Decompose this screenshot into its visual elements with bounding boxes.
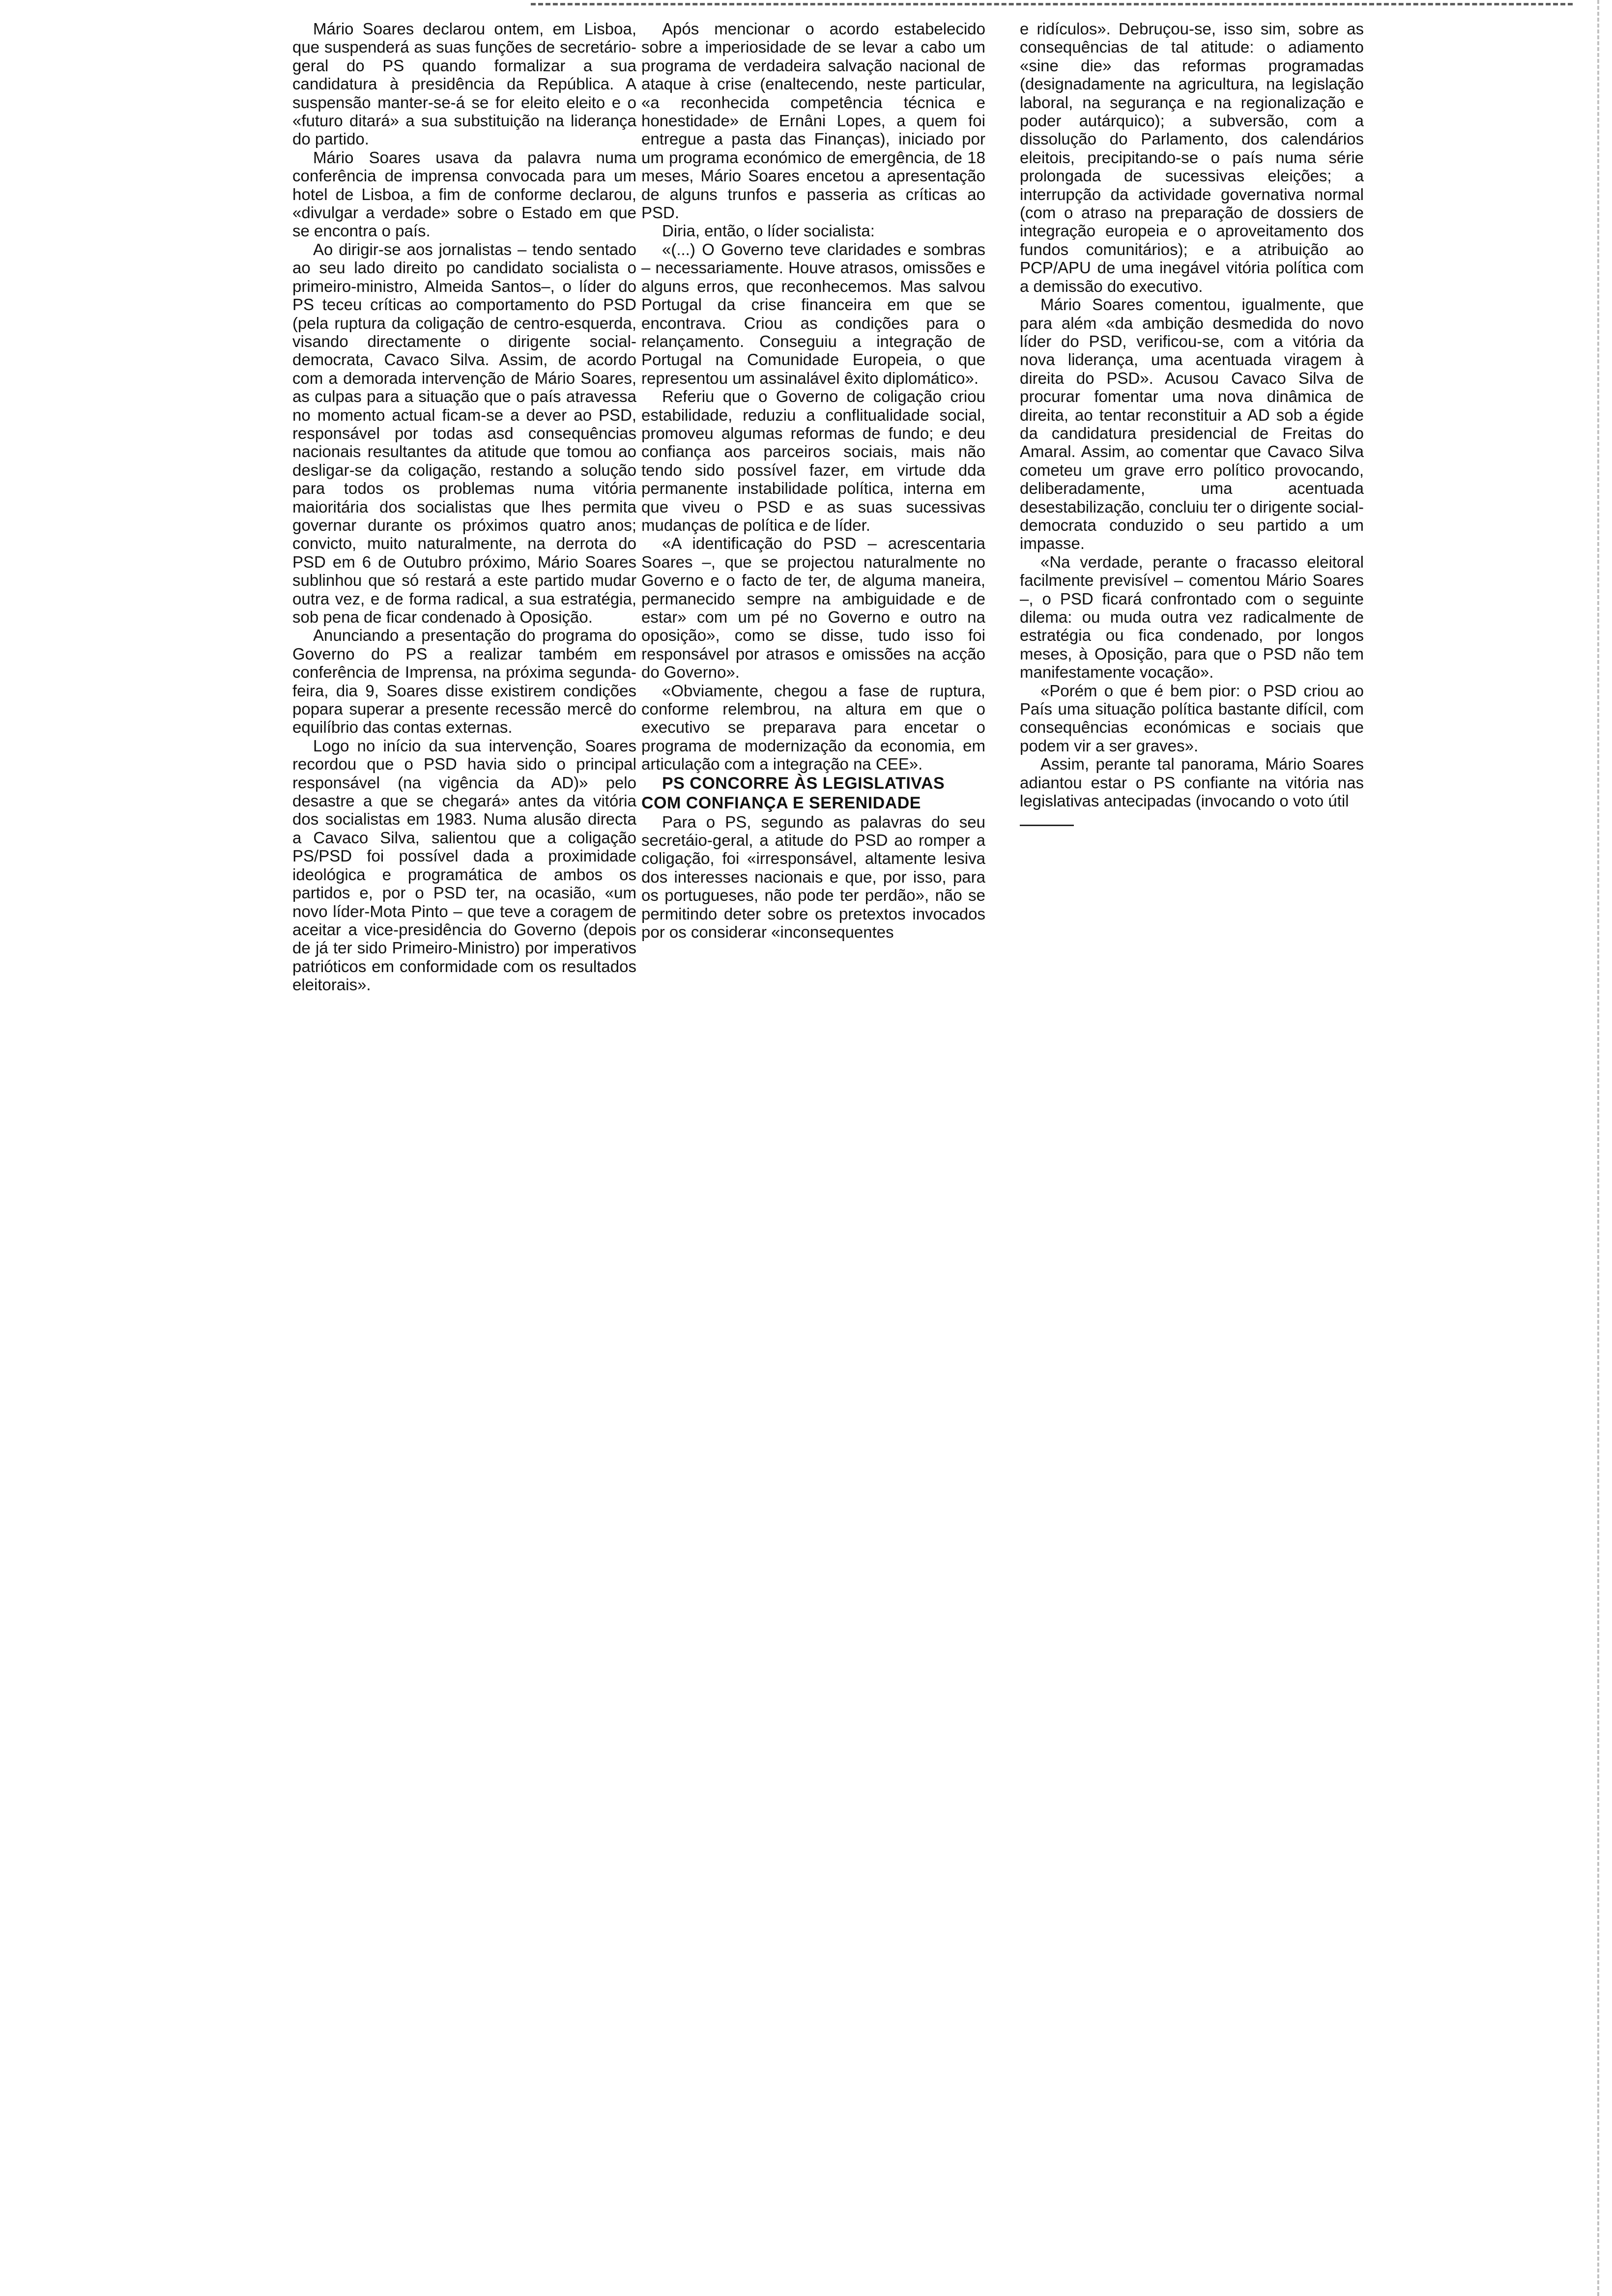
paragraph: Logo no início da sua intervenção, Soares recordou que o PSD havia sido o principal responsável (na vigência da AD)» pelo desastre a que se chegará» antes da vitória dos socialistas em 1983. Numa alusão directa a Cavaco Silva, salientou que a coligação PS/PSD foi possível dada a proximidade ideológica e programática de ambos os partidos e, por o PSD ter, na ocasião, «um novo líder-Mota Pinto – que teve a coragem de aceitar a vice-presidência do Governo (depois de já ter sido Primeiro-Ministro) por imperativos patrióticos em conformidade com os resultados eleitorais». (292, 736, 636, 994)
paragraph: Mário Soares comentou, igualmente, que para além «da ambição desmedida do novo líder do PSD, verificou-se, com a vitória da nova liderança, uma acentuada viragem à direita do PSD». Acusou Cavaco Silva de procurar fomentar uma nova dinâmica de direita, ao tentar reconstituir a AD sob a égide da candidatura presidencial de Freitas do Amaral. Assim, ao comentar que Cavaco Silva cometeu um grave erro político provocando, deliberadamente, uma acentuada desestabilização, concluiu ter o dirigente social-democrata conduzido o seu partido a um impasse. (1020, 295, 1364, 553)
paragraph: «Obviamente, chegou a fase de ruptura, conforme relembrou, na altura em que o executivo se preparava para encetar o programa de modernização da economia, em articulação com a integração na CEE». (641, 681, 985, 774)
paragraph: Para o PS, segundo as palavras do seu secretáio-geral, a atitude do PSD ao romper a coligação, foi «irresponsável, altamente lesiva dos interesses nacionais e que, por isso, para os portugueses, não pode ter perdão», não se permitindo deter sobre os pretextos invocados por os considerar «inconsequentes (641, 812, 985, 942)
paragraph: Ao dirigir-se aos jornalistas – tendo sentado ao seu lado direito po candidato socialista o primeiro-ministro, Almeida Santos–, o líder do PS teceu críticas ao comportamento do PSD (pela ruptura da coligação de centro-esquerda, visando directamente o dirigente social-democrata, Cavaco Silva. Assim, de acordo com a demorada intervenção de Mário Soares, as culpas para a situação que o país atravessa no momento actual ficam-se a dever ao PSD, responsável por todas asd consequências nacionais resultantes da atitude que tomou ao desligar-se da coligação, restando a solução para todos os problemas numa vitória maioritária dos socialistas que lhes permita governar durante os próximos quatro anos; convicto, muito naturalmente, na derrota do PSD em 6 de Outubro próximo, Mário Soares sublinhou que só restará a este partido mudar outra vez, e de forma radical, a sua estratégia, sob pena de ficar condenado à Oposição. (292, 240, 636, 626)
continuation-rule (1020, 825, 1074, 826)
paragraph: Referiu que o Governo de coligação criou estabilidade, reduziu a conflitualidade social, promoveu algumas reformas de fundo; e deu confiança aos parceiros sociais, mais não tendo sido possível fazer, em virtude dda permanente instabilidade política, interna em que viveu o PSD e as suas sucessivas mudanças de política e de líder. (641, 387, 985, 534)
article-column-2 (641, 20, 985, 942)
paragraph: e ridículos». Debruçou-se, isso sim, sobre as consequências de tal atitude: o adiamento «sine die» das reformas programadas (designadamente na agricultura, na legislação laboral, na segurança e na regionalização e poder autárquico); a subversão, com a dissolução do Parlamento, dos calendários eleitois, precipitando-se o país numa série prolongada de sucessivas eleições; a interrupção da actividade governativa normal (com o atraso na preparação de dossiers de integração europeia e o aproveitamento dos fundos comunitários); e a atribuição ao PCP/APU de uma inegável vitória política com a demissão do executivo. (1020, 20, 1364, 295)
article-column-1 (292, 20, 636, 994)
paragraph: «Porém o que é bem pior: o PSD criou ao País uma situação política bastante difícil, com consequências económicas e sociais que podem vir a ser graves». (1020, 681, 1364, 755)
top-border-rule (531, 3, 1573, 5)
article-column-3 (1020, 20, 1364, 826)
paragraph: Após mencionar o acordo estabelecido sobre a imperiosidade de se levar a cabo um programa de verdadeira salvação nacional de ataque à crise (enaltecendo, neste particular, «a reconhecida competência técnica e honestidade» de Ernâni Lopes, a quem foi entregue a pasta das Finanças), iniciado por um programa económico de emergência, de 18 meses, Mário Soares encetou a apresentação de alguns trunfos e passeria as críticas ao PSD. (641, 20, 985, 222)
right-edge-marks (1597, 0, 1599, 2296)
paragraph: Anunciando a presentação do programa do Governo do PS a realizar também em conferência de Imprensa, na próxima segunda-feira, dia 9, Soares disse existirem condições popara superar a presente recessão mercê do equilíbrio das contas externas. (292, 626, 636, 737)
paragraph: «(...) O Governo teve claridades e sombras – necessariamente. Houve atrasos, omissões e alguns erros, que reconhecemos. Mas salvou Portugal da crise financeira em que se encontrava. Criou as condições para o relançamento. Conseguiu a integração de Portugal na Comunidade Europeia, o que representou um assinalável êxito diplomático». (641, 240, 985, 387)
section-subheading: PS CONCORRE ÀS LEGISLATIVAS COM CONFIANÇA E SERENIDADE (641, 774, 945, 812)
paragraph: Mário Soares usava da palavra numa conferência de imprensa convocada para um hotel de Lisboa, a fim de conforme declarou, «divulgar a verdade» sobre o Estado em que se encontra o país. (292, 148, 636, 240)
paragraph: Mário Soares declarou ontem, em Lisboa, que suspenderá as suas funções de secretário-geral do PS quando formalizar a sua candidatura à presidência da República. A suspensão manter-se-á se for eleito eleito e o «futuro ditará» a sua substituição na liderança do partido. (292, 20, 636, 148)
paragraph: «Na verdade, perante o fracasso eleitoral facilmente previsível – comentou Mário Soares –, o PSD ficará confrontado com o seguinte dilema: ou muda outra vez radicalmente de estratégia ou fica condenado, por longos meses, à Oposição, para que o PSD não tem manifestamente vocação». (1020, 552, 1364, 682)
paragraph: «A identificação do PSD – acrescentaria Soares –, que se projectou naturalmente no Governo e o facto de ter, de alguma maneira, permanecido sempre na ambiguidade e de estar» com um pé no Governo e outro na oposição», como se disse, tudo isso foi responsável por atrasos e omissões na acção do Governo». (641, 534, 985, 682)
paragraph: Assim, perante tal panorama, Mário Soares adiantou estar o PS confiante na vitória nas legislativas antecipadas (invocando o voto útil (1020, 755, 1364, 810)
paragraph: Diria, então, o líder socialista: (662, 222, 875, 240)
